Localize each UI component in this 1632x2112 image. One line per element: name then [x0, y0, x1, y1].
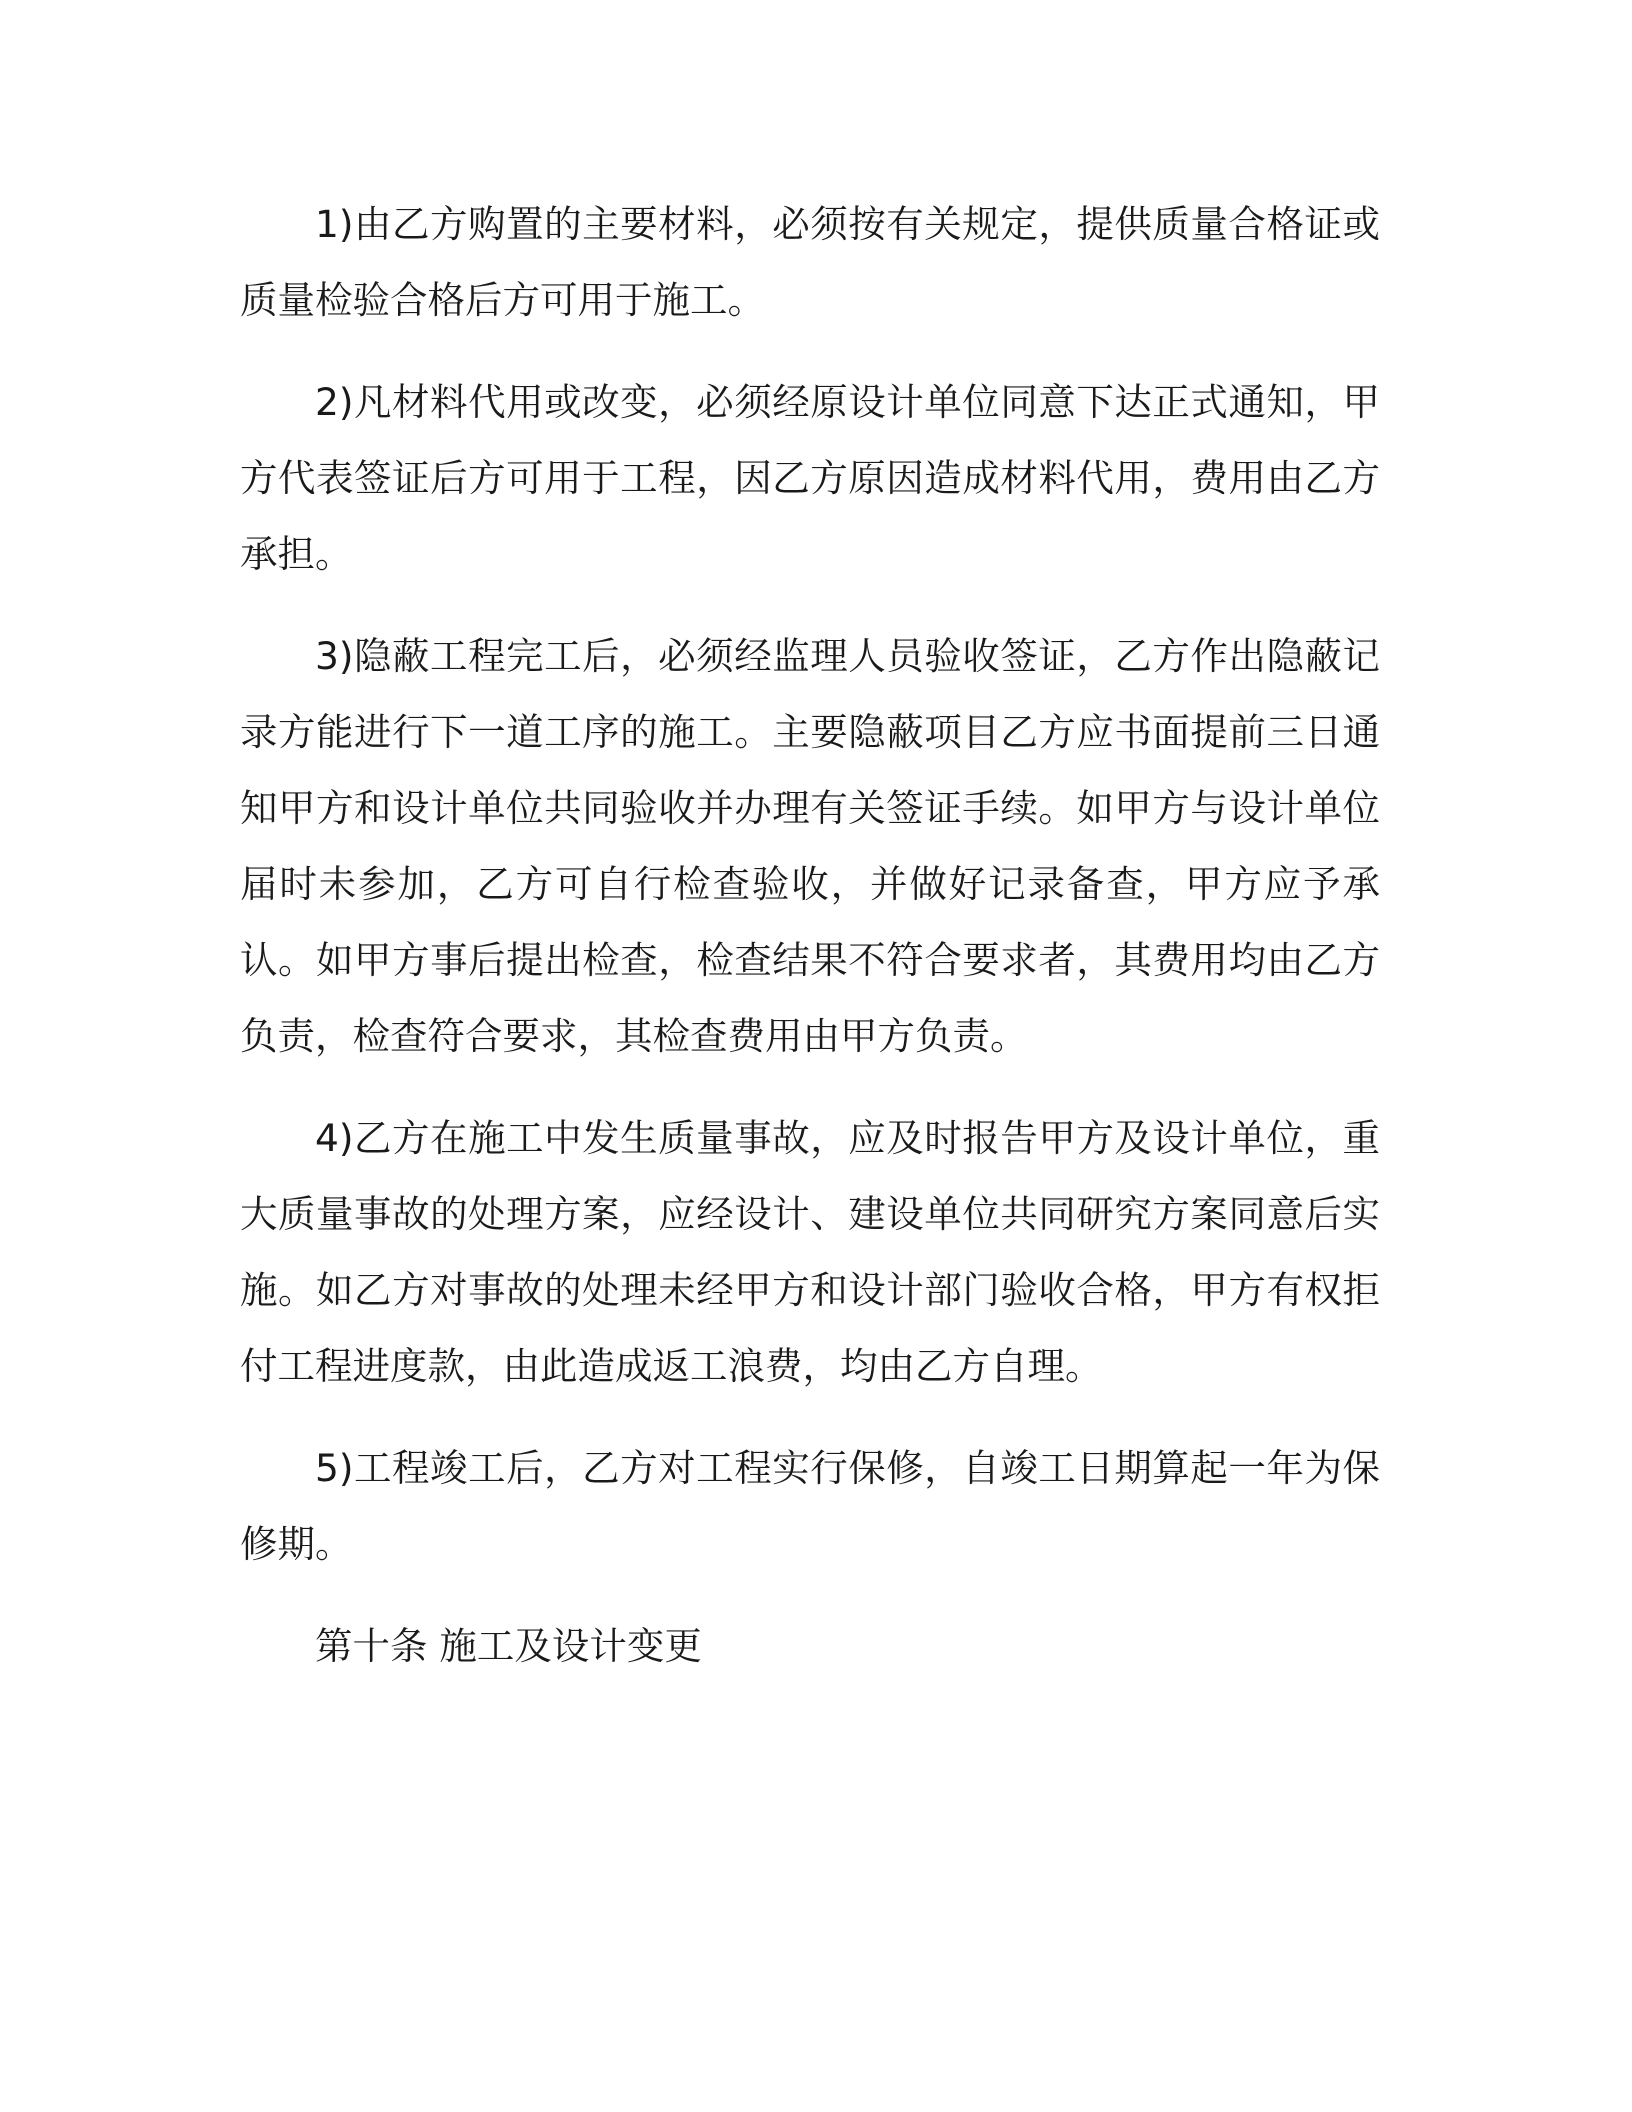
paragraph-4: 4)乙方在施工中发生质量事故，应及时报告甲方及设计单位，重大质量事故的处理方案，应经设计、建设单位共同研究方案同意后实施。如乙方对事故的处理未经甲方和设计部门验收合格，甲方有权拒付工程进度款，由此造成返工浪费，均由乙方自理。: [240, 1116, 1380, 1388]
paragraph-1: 1)由乙方购置的主要材料，必须按有关规定，提供质量合格证或质量检验合格后方可用于施工。: [240, 202, 1380, 322]
section-heading: 第十条 施工及设计变更: [315, 1624, 702, 1668]
paragraph-2: 2)凡材料代用或改变，必须经原设计单位同意下达正式通知，甲方代表签证后方可用于工程，因乙方原因造成材料代用，费用由乙方承担。: [240, 380, 1380, 576]
paragraph-3: 3)隐蔽工程完工后，必须经监理人员验收签证，乙方作出隐蔽记录方能进行下一道工序的施工。主要隐蔽项目乙方应书面提前三日通知甲方和设计单位共同验收并办理有关签证手续。如甲方与设计单位届时未参加，乙方可自行检查验收，并做好记录备查，甲方应予承认。如甲方事后提出检查，检查结果不符合要求者，其费用均由乙方负责，检查符合要求，其检查费用由甲方负责。: [240, 634, 1380, 1058]
paragraph-5: 5)工程竣工后，乙方对工程实行保修，自竣工日期算起一年为保修期。: [240, 1446, 1380, 1566]
document-body: [240, 186, 1380, 1684]
